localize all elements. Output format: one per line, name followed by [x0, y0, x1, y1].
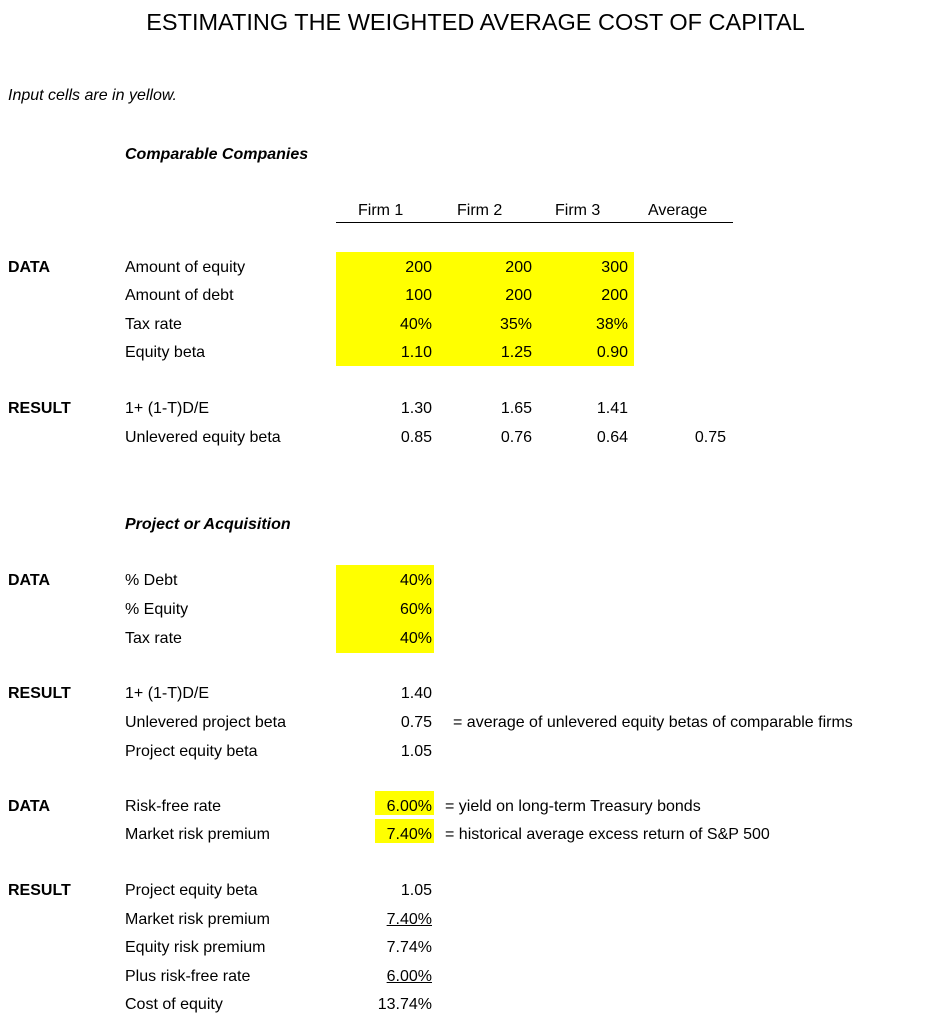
row-label-equity: Amount of equity	[125, 259, 246, 276]
cell-equity-firm2[interactable]: 200	[505, 259, 532, 276]
cell-tax-firm3[interactable]: 38%	[595, 316, 628, 333]
cell-r2-erp: 7.74%	[386, 939, 432, 956]
project-result2-label: RESULT	[8, 882, 71, 899]
row-label-leverage: 1+ (1-T)D/E	[125, 400, 210, 417]
row-label-project-equity-beta: Project equity beta	[125, 743, 258, 760]
row-label-project-tax: Tax rate	[125, 630, 182, 647]
cell-r2-mrp: 7.40%	[386, 911, 432, 928]
cell-tax-firm2[interactable]: 35%	[499, 316, 532, 333]
row-label-pct-debt: % Debt	[125, 572, 178, 589]
cell-unlev-firm1: 0.85	[400, 429, 432, 446]
cell-beta-firm3[interactable]: 0.90	[596, 344, 628, 361]
row-label-pct-equity: % Equity	[125, 601, 189, 618]
col-header-firm3: Firm 3	[555, 202, 601, 219]
cell-r2-riskfree: 6.00%	[386, 968, 432, 985]
row-label-mrp: Market risk premium	[125, 826, 270, 843]
header-rule	[336, 222, 733, 223]
page-title: ESTIMATING THE WEIGHTED AVERAGE COST OF CAPITAL	[146, 9, 805, 35]
comparables-heading: Comparable Companies	[125, 146, 309, 163]
cell-debt-firm2[interactable]: 200	[505, 287, 532, 304]
cell-unlevered-project-beta: 0.75	[400, 714, 432, 731]
project-result-label: RESULT	[8, 685, 71, 702]
cell-riskfree[interactable]: 6.00%	[386, 798, 432, 815]
row-label-debt: Amount of debt	[125, 287, 234, 304]
row-label-r2-mrp: Market risk premium	[125, 911, 270, 928]
row-label-r2-erp: Equity risk premium	[125, 939, 266, 956]
row-label-riskfree: Risk-free rate	[125, 798, 222, 815]
cell-debt-firm1[interactable]: 100	[405, 287, 432, 304]
project-heading: Project or Acquisition	[125, 516, 291, 533]
comparables-data-label: DATA	[8, 259, 51, 276]
cell-equity-firm3[interactable]: 300	[601, 259, 628, 276]
cell-mrp[interactable]: 7.40%	[386, 826, 432, 843]
col-header-average: Average	[648, 202, 708, 219]
row-label-unlevered-beta: Unlevered equity beta	[125, 429, 281, 446]
note-unlevered-project-beta: = average of unlevered equity betas of comparable firms	[453, 714, 853, 731]
cell-leverage-firm1: 1.30	[400, 400, 432, 417]
row-label-r2-riskfree: Plus risk-free rate	[125, 968, 251, 985]
cell-project-tax[interactable]: 40%	[399, 630, 432, 647]
row-label-taxrate: Tax rate	[125, 316, 182, 333]
cell-beta-firm1[interactable]: 1.10	[400, 344, 432, 361]
input-note: Input cells are in yellow.	[8, 87, 177, 104]
cell-pct-debt[interactable]: 40%	[399, 572, 432, 589]
project-data2-label: DATA	[8, 798, 51, 815]
cell-unlev-average: 0.75	[694, 429, 726, 446]
col-header-firm1: Firm 1	[358, 202, 404, 219]
cell-debt-firm3[interactable]: 200	[601, 287, 628, 304]
cell-cost-of-equity: 13.74%	[377, 996, 432, 1013]
note-mrp: = historical average excess return of S&P 500	[445, 826, 770, 843]
cell-pct-equity[interactable]: 60%	[399, 601, 432, 618]
cell-equity-firm1[interactable]: 200	[405, 259, 432, 276]
project-data-label: DATA	[8, 572, 51, 589]
cell-leverage-firm2: 1.65	[500, 400, 532, 417]
note-riskfree: = yield on long-term Treasury bonds	[445, 798, 701, 815]
col-header-firm2: Firm 2	[457, 202, 503, 219]
row-label-beta: Equity beta	[125, 344, 206, 361]
row-label-unlevered-project-beta: Unlevered project beta	[125, 714, 286, 731]
comparables-result-label: RESULT	[8, 400, 71, 417]
cell-beta-firm2[interactable]: 1.25	[500, 344, 532, 361]
row-label-cost-of-equity: Cost of equity	[125, 996, 223, 1013]
cell-unlev-firm2: 0.76	[500, 429, 532, 446]
cell-unlev-firm3: 0.64	[596, 429, 628, 446]
cell-leverage-firm3: 1.41	[596, 400, 628, 417]
row-label-project-leverage: 1+ (1-T)D/E	[125, 685, 210, 702]
cell-tax-firm1[interactable]: 40%	[399, 316, 432, 333]
cell-r2-beta: 1.05	[400, 882, 432, 899]
row-label-r2-beta: Project equity beta	[125, 882, 258, 899]
cell-project-leverage: 1.40	[400, 685, 432, 702]
cell-project-equity-beta: 1.05	[400, 743, 432, 760]
